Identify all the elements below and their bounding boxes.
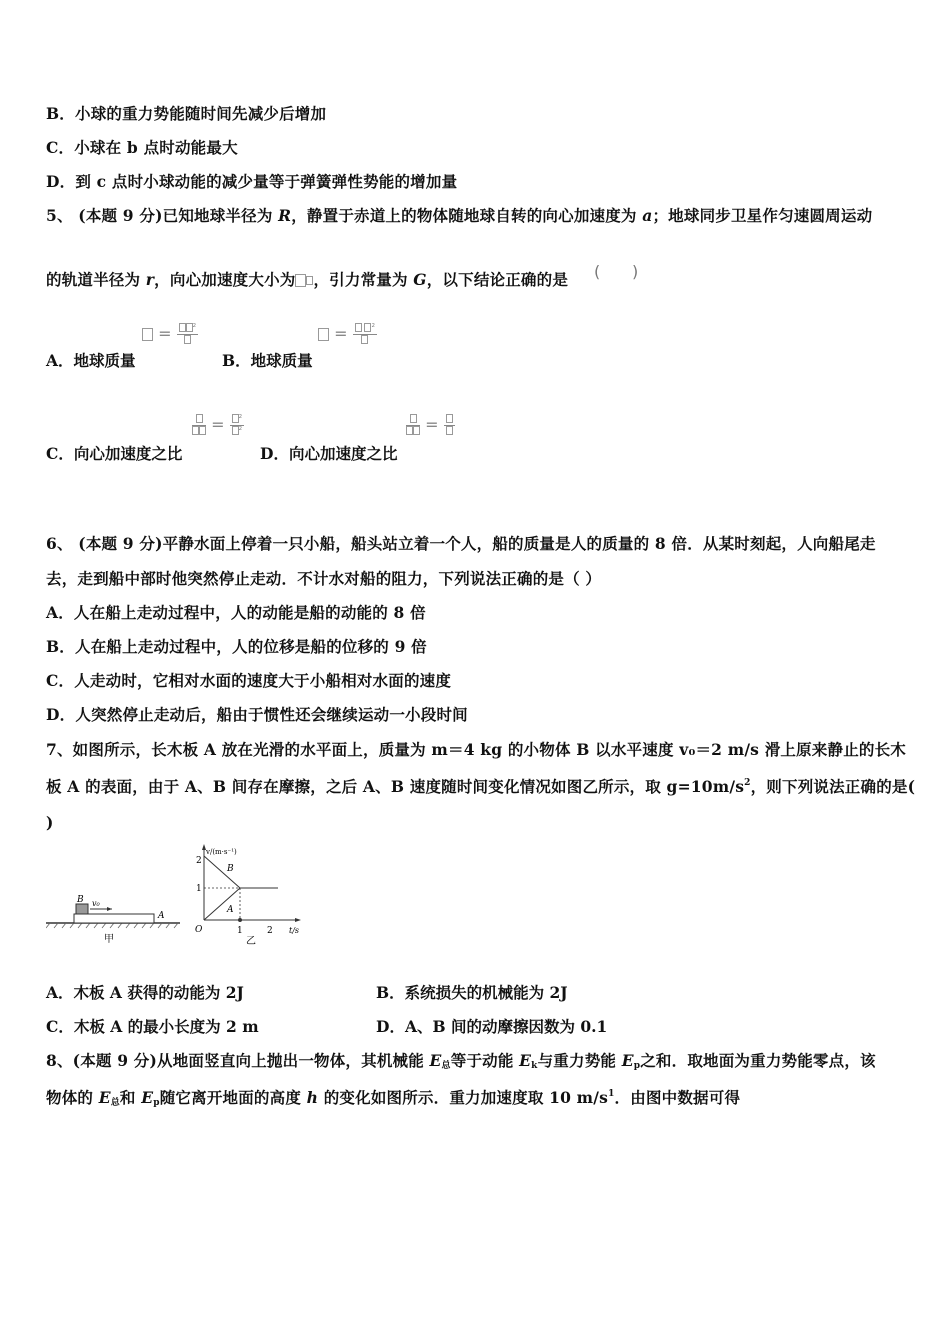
curve-b-label: B <box>227 864 234 874</box>
q7-stem-line2: 板 A 的表面，由于 A、B 间存在摩擦，之后 A、B 速度随时间变化情况如图乙所示，取 $g=10m/s^2$，则下列说法正确的是( <box>46 777 916 796</box>
q7-stem-line3: ) <box>46 813 54 832</box>
q7-option-b: B．系统损失的机械能为 2J <box>376 983 568 1002</box>
q5-stem-line2: 的轨道半径为 r，向心加速度大小为 ，引力常量为 G，以下结论正确的是 <box>46 270 569 289</box>
label-a: A <box>158 911 165 921</box>
curve-b <box>204 856 240 888</box>
q5-option-b-formula: = ² <box>318 323 377 346</box>
label-jia: 甲 <box>104 934 114 945</box>
q5-option-d-formula: = <box>406 414 455 437</box>
q5-option-d: D．向心加速度之比 <box>260 444 398 463</box>
q6-option-c: C．人走动时，它相对水面的速度大于小船相对水面的速度 <box>46 671 452 690</box>
q7-option-d: D．A、B 间的动摩擦因数为 0.1 <box>376 1017 608 1036</box>
figure-yi-graph <box>195 844 301 947</box>
q8-stem-line2: 物体的 $E_总$和 $E_p$随它离开地面的高度 h 的变化如图所示．重力加速度取 10 $m/s^1$．由图中数据可得 <box>46 1088 741 1108</box>
q8-stem-line1: 8、(本题 9 分)从地面竖直向上抛出一物体，其机械能 $E_总$等于动能 $E_k$与重力势能 $E_p$之和．取地面为重力势能零点，该 <box>46 1051 876 1071</box>
q5-option-c: C．向心加速度之比 <box>46 444 183 463</box>
q5-option-a: A．地球质量 <box>46 351 136 370</box>
origin-label: O <box>195 925 203 935</box>
label-v0: v₀ <box>92 899 100 908</box>
q6-option-b: B．人在船上走动过程中，人的位移是船的位移的 9 倍 <box>46 637 427 656</box>
q5-option-b: B．地球质量 <box>222 351 313 370</box>
answer-paren-right: ) <box>632 262 639 281</box>
label-yi: 乙 <box>246 936 256 947</box>
q4-option-b: B．小球的重力势能随时间先减少后增加 <box>46 104 327 123</box>
figure-jia <box>46 895 180 945</box>
q5-option-a-formula: = ² <box>142 323 198 346</box>
q4-option-d: D．到 c 点时小球动能的减少量等于弹簧弹性势能的增加量 <box>46 172 458 191</box>
answer-paren-left: ( <box>594 262 601 281</box>
q7-option-c: C．木板 A 的最小长度为 2 m <box>46 1017 259 1036</box>
y-axis-label: v/(m·s⁻¹) <box>206 848 237 856</box>
curve-a-label: A <box>227 905 234 915</box>
curve-a <box>204 888 240 920</box>
q7-option-a: A．木板 A 获得的动能为 2J <box>46 983 244 1002</box>
a0-symbol <box>295 271 313 289</box>
q6-option-a: A．人在船上走动过程中，人的动能是船的动能的 8 倍 <box>46 603 426 622</box>
q5-stem-line1: 5、 (本题 9 分)已知地球半径为 R，静置于赤道上的物体随地球自转的向心加速度为 a；地球同步卫星作匀速圆周运动 <box>46 206 873 225</box>
label-b: B <box>77 895 84 905</box>
x-tick-2: 2 <box>267 926 273 936</box>
q6-stem-line1: 6、 (本题 9 分)平静水面上停着一只小船，船头站立着一个人，船的质量是人的质量的 8 倍．从某时刻起，人向船尾走 <box>46 534 876 553</box>
q6-stem-line2: 去，走到船中部时他突然停止走动．不计水对船的阻力，下列说法正确的是（ ） <box>46 569 602 588</box>
x-tick-1: 1 <box>237 926 243 936</box>
y-tick-2: 2 <box>196 856 202 866</box>
block-b <box>76 904 88 914</box>
y-tick-1: 1 <box>196 884 202 894</box>
q6-option-d: D．人突然停止走动后，船由于惯性还会继续运动一小段时间 <box>46 705 468 724</box>
x-axis-label: t/s <box>289 926 300 935</box>
q5-option-c-formula: = $\frac{\text{²}}{\text{²}}$ <box>192 414 244 437</box>
board-a <box>74 914 154 923</box>
q4-option-c: C．小球在 b 点时动能最大 <box>46 138 238 157</box>
q7-figure <box>46 842 316 950</box>
q7-stem-line1: 7、如图所示，长木板 A 放在光滑的水平面上，质量为 m＝4 kg 的小物体 B 以水平速度 v₀＝2 m/s 滑上原来静止的长木 <box>46 740 907 759</box>
